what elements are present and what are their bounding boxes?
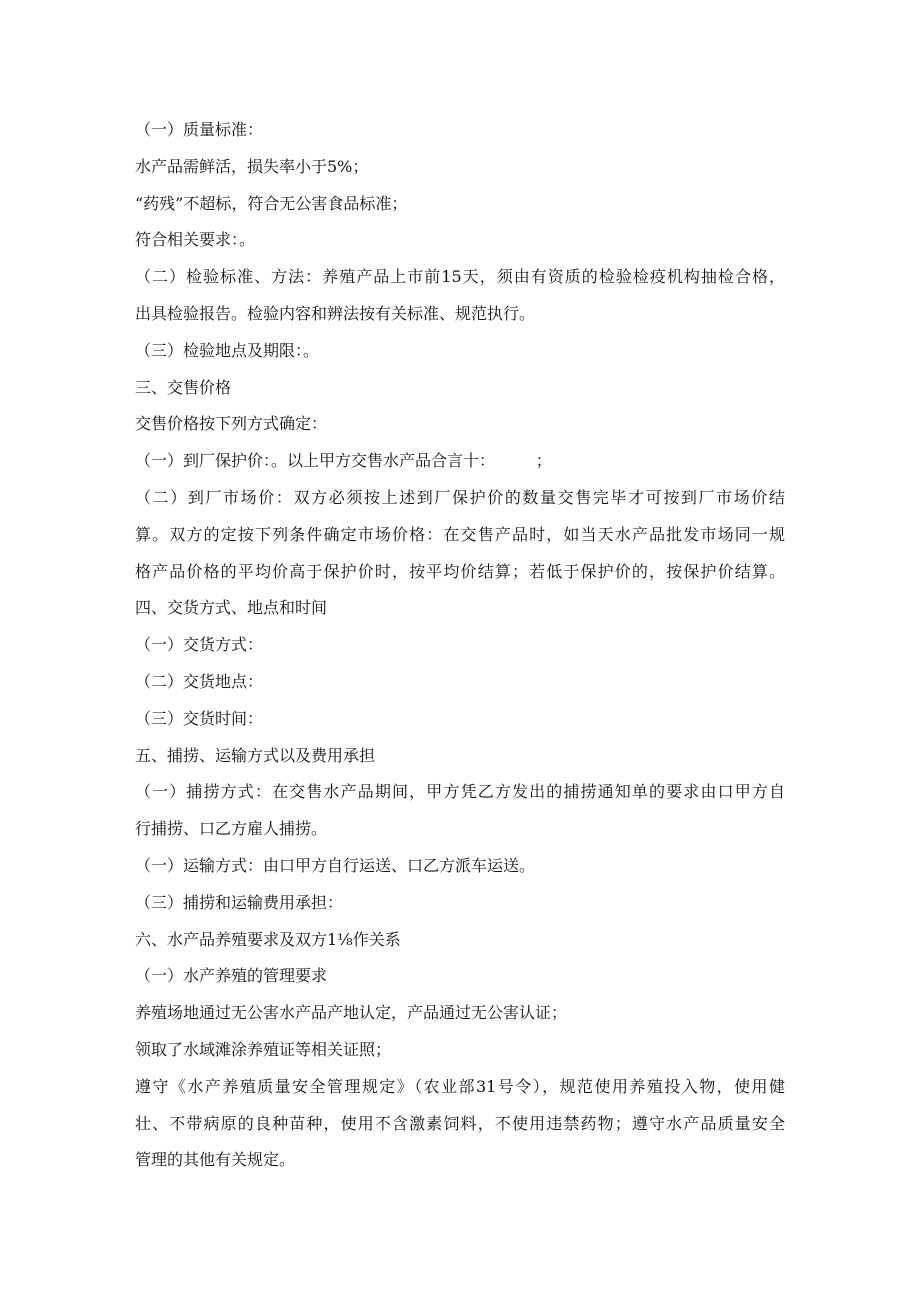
- text-line: 格产品价格的平均价高于保护价时，按平均价结算；若低于保护价的，按保护价结算。: [135, 561, 785, 581]
- section-heading-price: 三、交售价格: [135, 377, 232, 397]
- text-line: （三）捕捞和运输费用承担：: [135, 892, 344, 912]
- text-line: 养殖场地通过无公害水产品产地认定，产品通过无公害认证；: [135, 1003, 568, 1023]
- text-line: （三）交货时间：: [135, 708, 264, 728]
- text-line: （一）交货方式：: [135, 635, 264, 655]
- text-line: 交售价格按下列方式确定：: [135, 414, 328, 434]
- text-line: 出具检验报告。检验内容和辨法按有关标准、规范执行。: [135, 303, 536, 323]
- text-line: 领取了水域滩涂养殖证等相关证照；: [135, 1039, 392, 1059]
- text-line: （一）捕捞方式：在交售水产品期间，甲方凭乙方发出的捕捞通知单的要求由口甲方自: [135, 782, 785, 802]
- text-line: 水产品需鲜活，损失率小于5%；: [135, 156, 369, 176]
- text-line: 遵守《水产养殖质量安全管理规定》（农业部31号令），规范使用养殖投入物，使用健: [135, 1076, 785, 1096]
- text-line: （一）水产养殖的管理要求: [135, 966, 328, 986]
- text-line: 符合相关要求：。: [135, 230, 256, 250]
- section-heading-delivery: 四、交货方式、地点和时间: [135, 598, 328, 618]
- text-line: （一）到厂保护价：。以上甲方交售水产品合言十： ；: [135, 451, 552, 471]
- text-line-heading-quality-standard: （一）质量标准：: [135, 120, 264, 139]
- document-body: [135, 112, 785, 1179]
- section-heading-fishing-transport: 五、捕捞、运输方式以及费用承担: [135, 745, 376, 765]
- text-line: “药残”不超标，符合无公害食品标准；: [135, 193, 408, 213]
- text-line: （二）到厂市场价：双方必须按上述到厂保护价的数量交售完毕才可按到厂市场价结: [135, 487, 785, 507]
- text-line: 算。双方的定按下列条件确定市场价格：在交售产品时，如当天水产品批发市场同一规: [135, 524, 785, 544]
- section-heading-aquaculture: 六、水产品养殖要求及双方1⅛作关系: [135, 929, 401, 949]
- text-line: 壮、不带病原的良种苗种，使用不含激素饲料，不使用违禁药物；遵守水产品质量安全: [135, 1113, 785, 1133]
- text-line: （三）检验地点及期限：。: [135, 340, 320, 360]
- text-line: （二）检验标准、方法：养殖产品上市前15天，须由有资质的检验检疫机构抽检合格，: [135, 267, 785, 287]
- text-line: （二）交货地点：: [135, 671, 264, 691]
- text-line: 管理的其他有关规定。: [135, 1150, 296, 1170]
- text-line: 行捕捞、口乙方雇人捕捞。: [135, 819, 328, 839]
- text-line: （一）运输方式：由口甲方自行运送、口乙方派车运送。: [135, 855, 536, 875]
